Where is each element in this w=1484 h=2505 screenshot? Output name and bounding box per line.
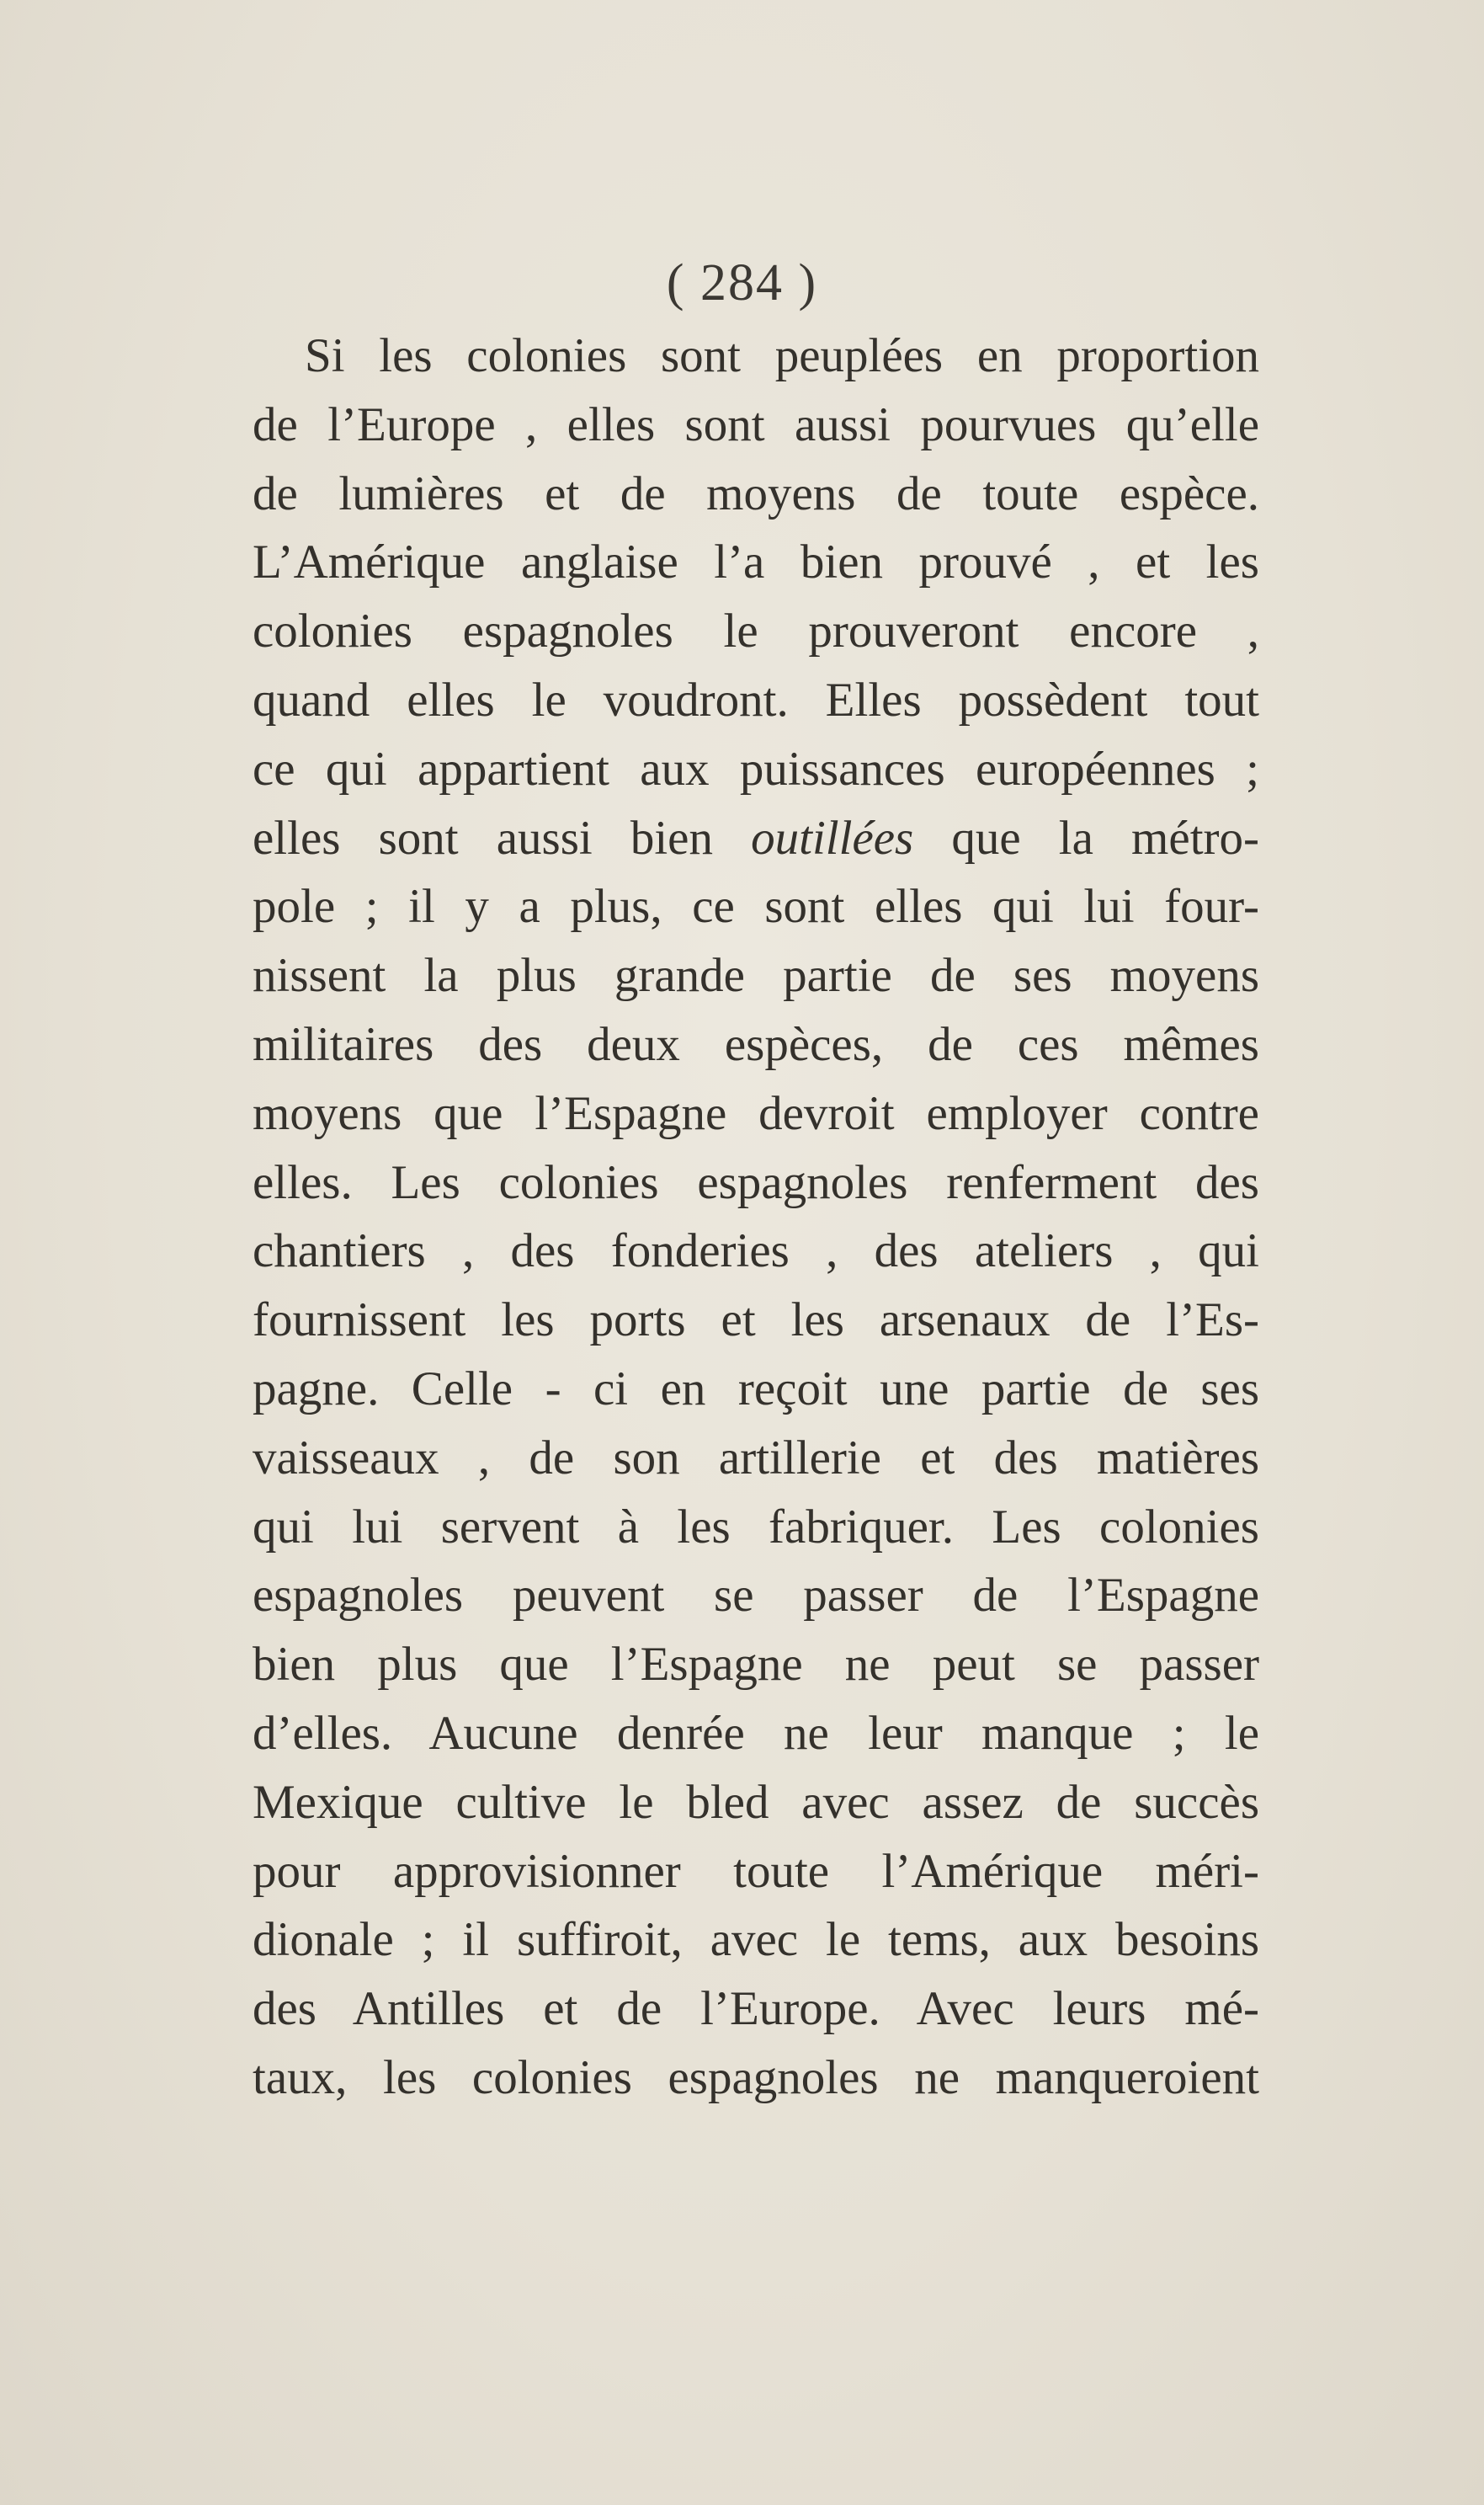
text-line: pagne. Celle - ci en reçoit une partie de ses bbox=[253, 1362, 1259, 1415]
text-line: ce qui appartient aux puissances européennes ; bbox=[253, 742, 1259, 796]
text-line: qui lui servent à les fabriquer. Les colonies bbox=[253, 1500, 1259, 1554]
text-line: d’elles. Aucune denrée ne leur manque ; le bbox=[253, 1706, 1259, 1760]
page-number: ( 284 ) bbox=[666, 254, 818, 312]
text-line: taux, les colonies espagnoles ne manqueroient bbox=[253, 2050, 1259, 2104]
text-segment: elles sont aussi bien bbox=[253, 811, 713, 865]
body-text bbox=[253, 322, 1259, 2113]
text-line: moyens que l’Espagne devroit employer contre bbox=[253, 1086, 1259, 1140]
text-line: Mexique cultive le bled avec assez de succès bbox=[253, 1775, 1259, 1829]
text-line-with-italic bbox=[253, 804, 1259, 873]
text-line: quand elles le voudront. Elles possèdent tout bbox=[253, 673, 1259, 727]
text-line: des Antilles et de l’Europe. Avec leurs mé- bbox=[253, 1982, 1259, 2036]
text-line: colonies espagnoles le prouveront encore , bbox=[253, 605, 1259, 658]
italic-word: outillées bbox=[751, 811, 914, 865]
text-line: elles. Les colonies espagnoles renferment des bbox=[253, 1155, 1259, 1209]
text-line: bien plus que l’Espagne ne peut se passer bbox=[253, 1638, 1259, 1692]
text-segment: que la métro- bbox=[951, 811, 1259, 865]
text-line: nissent la plus grande partie de ses moyens bbox=[253, 949, 1259, 1003]
text-line: espagnoles peuvent se passer de l’Espagne bbox=[253, 1569, 1259, 1623]
text-line: militaires des deux espèces, de ces mêmes bbox=[253, 1017, 1259, 1071]
text-line: de lumières et de moyens de toute espèce. bbox=[253, 466, 1259, 520]
text-line: fournissent les ports et les arsenaux de l’Es- bbox=[253, 1293, 1259, 1347]
text-line: vaisseaux , de son artillerie et des matières bbox=[253, 1431, 1259, 1484]
text-line: pole ; il y a plus, ce sont elles qui lui four- bbox=[253, 880, 1259, 934]
text-line: L’Amérique anglaise l’a bien prouvé , et les bbox=[253, 536, 1259, 589]
text-line: de l’Europe , elles sont aussi pourvues qu’elle bbox=[253, 397, 1259, 451]
text-line: chantiers , des fonderies , des ateliers , qui bbox=[253, 1224, 1259, 1278]
text-line: Si les colonies sont peuplées en proportion bbox=[305, 329, 1259, 382]
text-line: dionale ; il suffiroit, avec le tems, aux besoins bbox=[253, 1913, 1259, 1967]
text-line: pour approvisionner toute l’Amérique méri- bbox=[253, 1844, 1259, 1898]
